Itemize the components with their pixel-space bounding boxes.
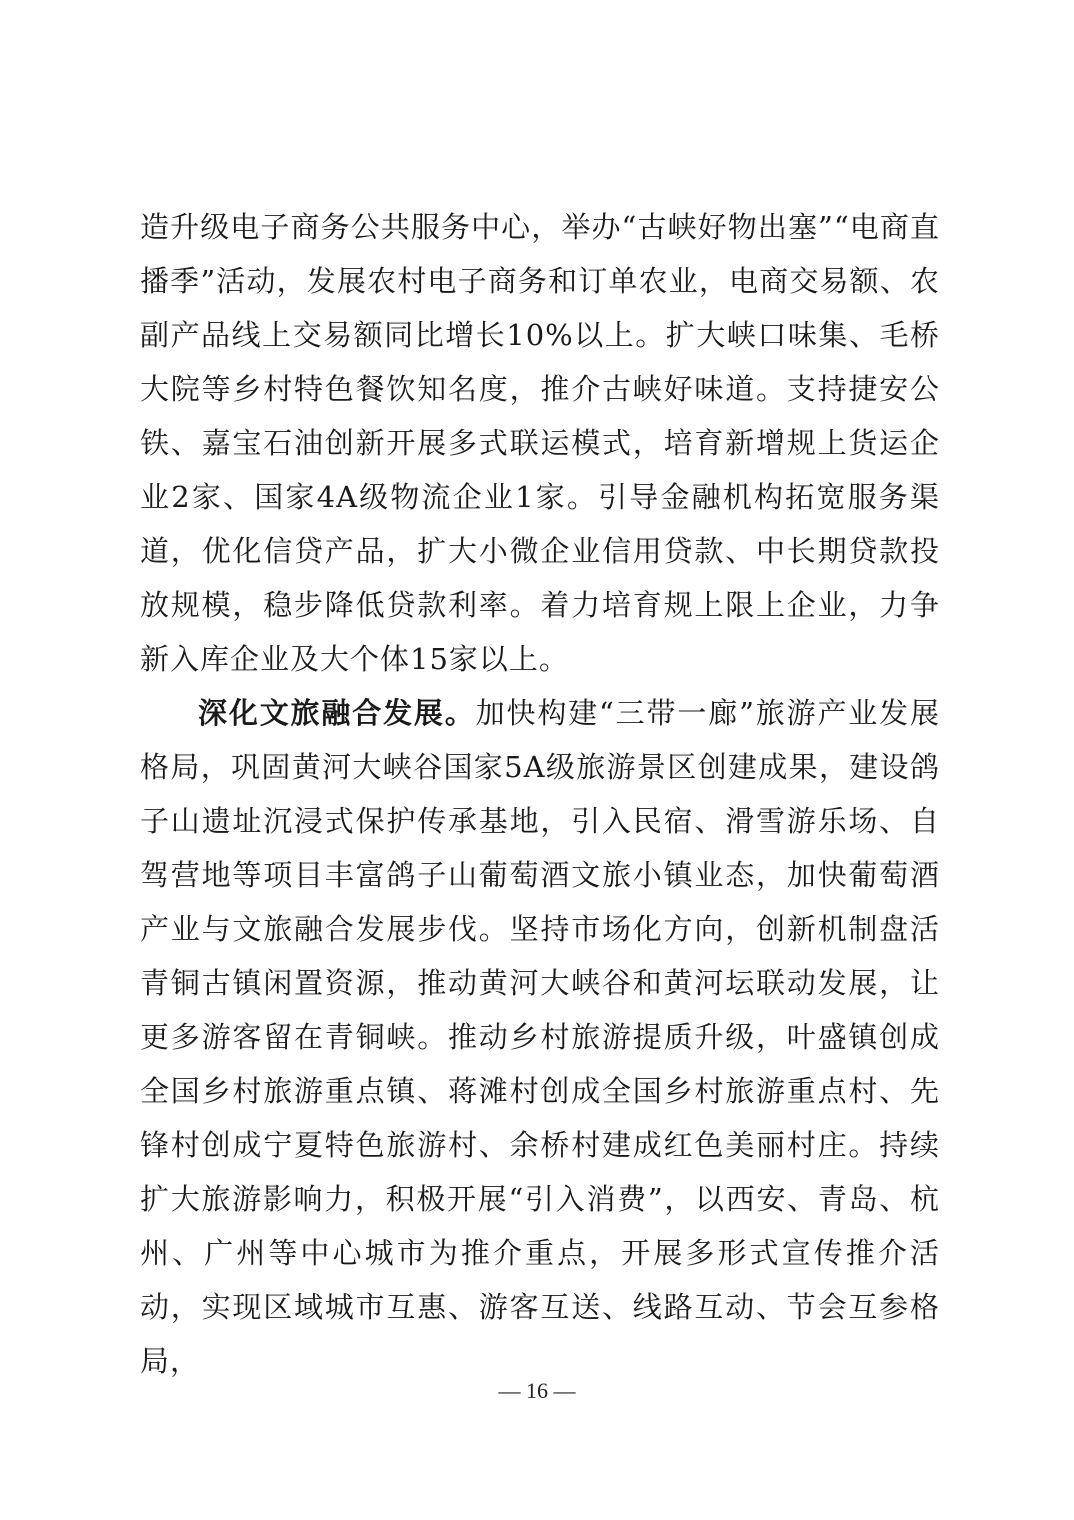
paragraph-ecommerce [140,200,940,686]
paragraph-text: 加快构建“三带一廊”旅游产业发展格局，巩固黄河大峡谷国家5A级旅游景区创建成果，建设鸽子山遗址沉浸式保护传承基地，引入民宿、滑雪游乐场、自驾营地等项目丰富鸽子山葡萄酒文旅小镇业态，加快葡萄酒产业与文旅融合发展步伐。坚持市场化方向，创新机制盘活青铜古镇闲置资源，推动黄河大峡谷和黄河坛联动发展，让更多游客留在青铜峡。推动乡村旅游提质升级，叶盛镇创成全国乡村旅游重点镇、蒋滩村创成全国乡村旅游重点村、先锋村创成宁夏特色旅游村、余桥村建成红色美丽村庄。持续扩大旅游影响力，积极开展“引入消费”，以西安、青岛、杭州、广州等中心城市为推介重点，开展多形式宣传推介活动，实现区域城市互惠、游客互送、线路互动、节会互参格局， [140,696,940,1378]
paragraph-lead-heading: 深化文旅融合发展。 [198,696,476,730]
paragraph-text: 造升级电子商务公共服务中心，举办“古峡好物出塞”“电商直播季”活动，发展农村电子商务和订单农业，电商交易额、农副产品线上交易额同比增长10%以上。扩大峡口味集、毛桥大院等乡村特色餐饮知名度，推介古峡好味道。支持捷安公铁、嘉宝石油创新开展多式联运模式，培育新增规上货运企业2家、国家4A级物流企业1家。引导金融机构拓宽服务渠道，优化信贷产品，扩大小微企业信用贷款、中长期贷款投放规模，稳步降低贷款利率。着力培育规上限上企业，力争新入库企业及大个体15家以上。 [140,210,940,676]
page-number: — 16 — [498,1378,576,1403]
paragraph-culture-tourism [140,686,940,1388]
body-text [140,200,940,1388]
